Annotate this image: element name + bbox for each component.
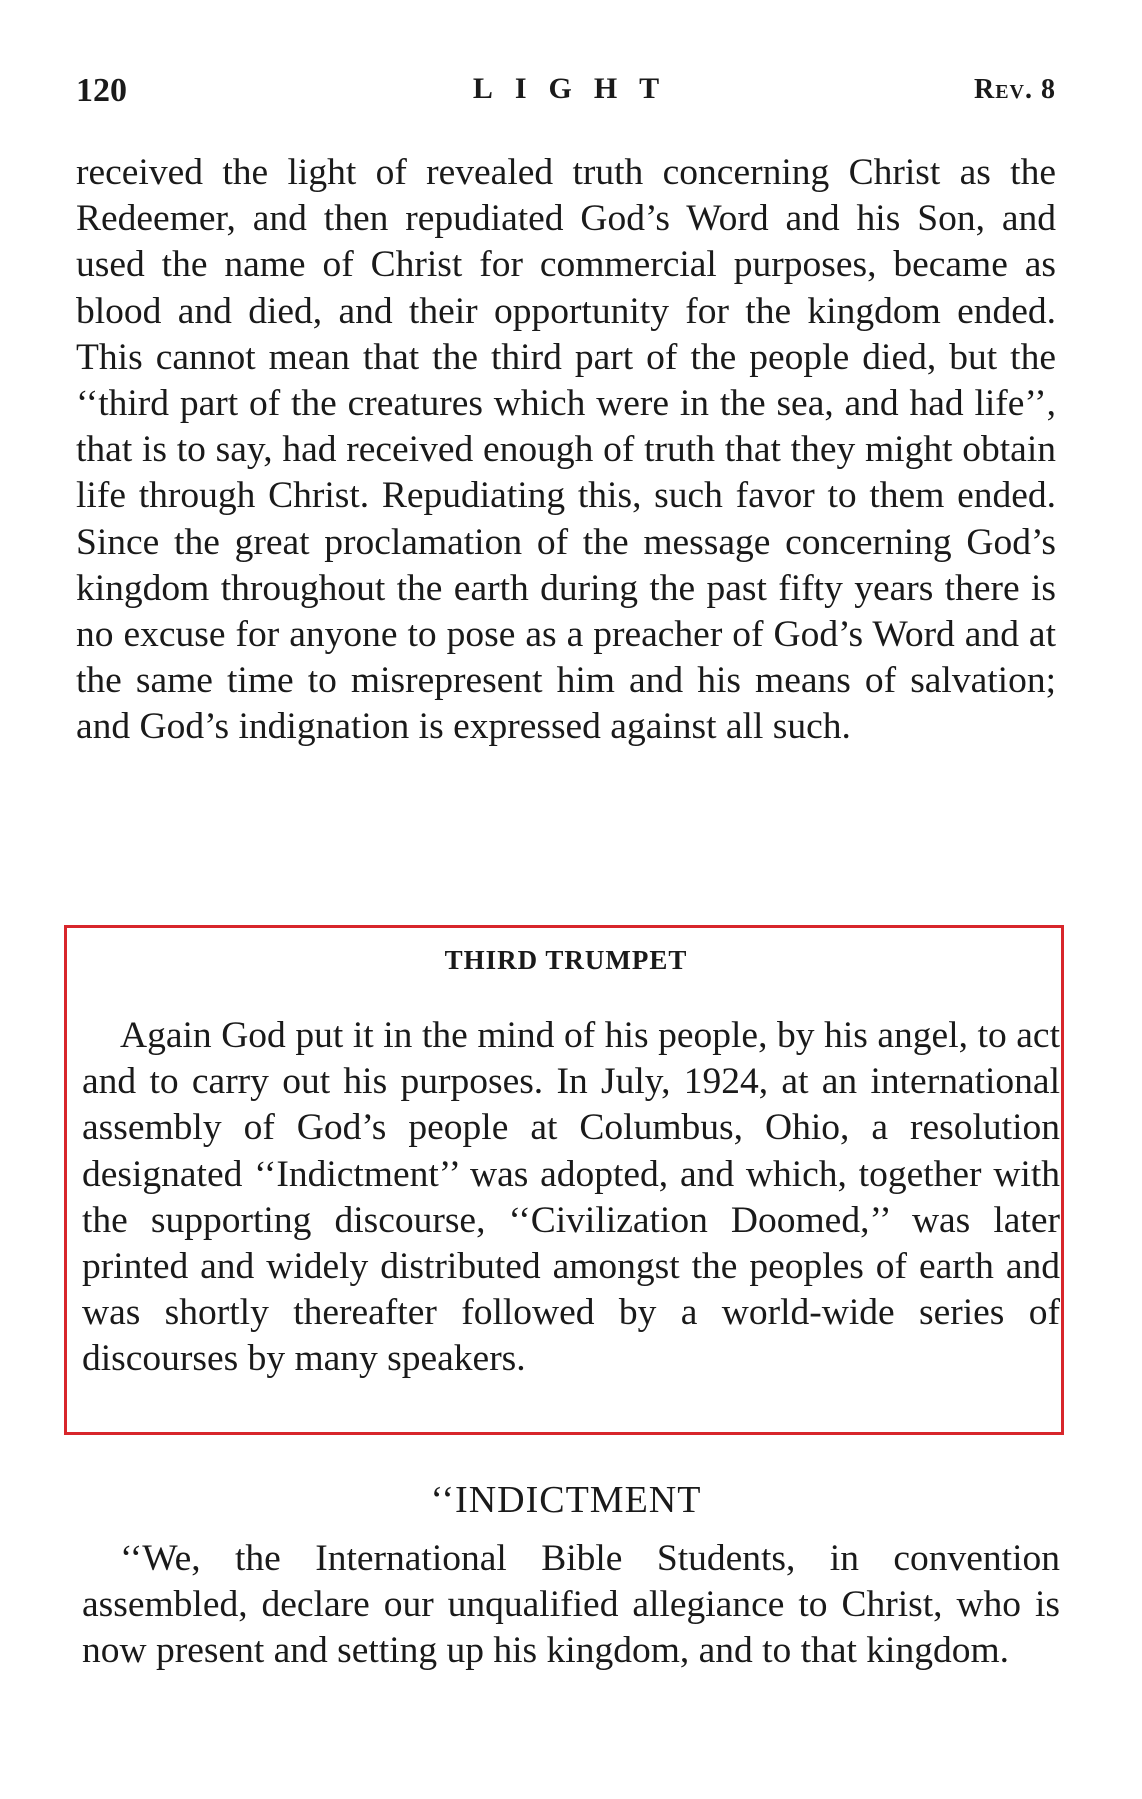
- indictment-heading: ‘‘INDICTMENT: [430, 1479, 702, 1521]
- running-header: [76, 72, 1056, 112]
- page-number: 120: [76, 72, 127, 109]
- chapter-reference: Rev. 8: [973, 74, 1056, 105]
- body-paragraph: received the light of revealed truth concerning Christ as the Redeemer, and then repudiated God’s Word and his Son, and used the name of Christ for commercial purposes, became as blood and died, and their opportunity for the kingdom ended. This cannot mean that the third part of the people died, but the ‘‘third part of the creatures which were in the sea, and had life’’, that is to say, had received enough of truth that they might obtain life through Christ. Repudiating this, such favor to them ended. Since the great proclamation of the message concerning God’s kingdom throughout the earth during the past fifty years there is no excuse for anyone to pose as a preacher of God’s Word and at the same time to misrepresent him and his means of salvation; and God’s indignation is expressed against all such.: [76, 152, 1056, 748]
- running-title: LIGHT: [472, 72, 682, 105]
- section-heading: THIRD TRUMPET: [444, 945, 688, 975]
- body-paragraph-highlighted: Again God put it in the mind of his people, by his angel, to act and to carry out his purposes. In July, 1924, at an international assembly of God’s people at Columbus, Ohio, a resolution designated ‘‘Indictment’’ was adopted, and which, together with the supporting discourse, ‘‘Civilization Doomed,’’ was later printed and widely distributed amongst the peoples of earth and was shortly thereafter followed by a world-wide series of discourses by many speakers.: [82, 1015, 1060, 1380]
- body-paragraph: ‘‘We, the International Bible Students, in convention assembled, declare our unqualified allegiance to Christ, who is now present and setting up his kingdom, and to that kingdom.: [82, 1538, 1060, 1672]
